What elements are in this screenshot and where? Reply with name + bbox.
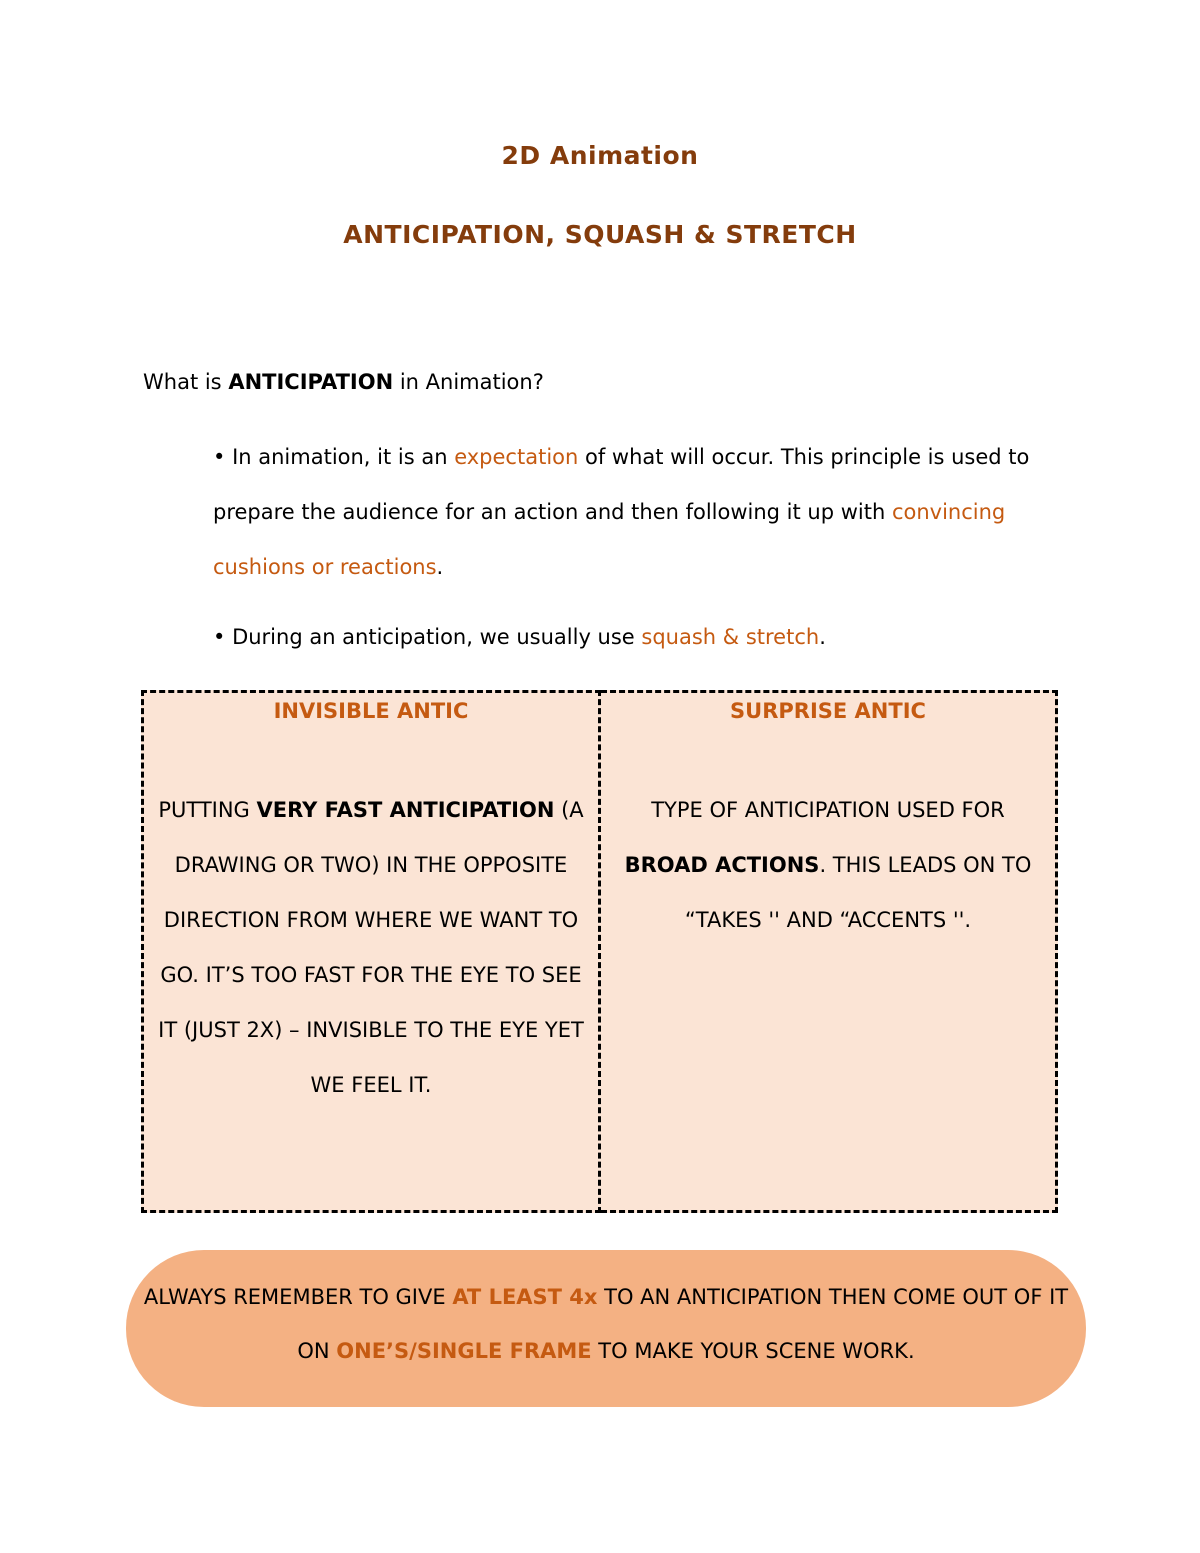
cell-text: . THIS LEADS ON TO “TAKES '' AND “ACCENTS ''. — [684, 853, 1032, 932]
note-text: TO AN ANTICIPATION THEN COME OUT OF IT ON — [297, 1285, 1069, 1363]
cell-text: (A DRAWING OR TWO) IN THE OPPOSITE DIRECTION FROM WHERE WE WANT TO GO. IT’S TOO FAST FOR THE EYE TO SEE IT (JUST 2X) – INVISIBLE TO THE EYE YET WE FEEL IT. — [158, 798, 584, 1097]
bullet-text: During an anticipation, we usually use — [232, 625, 642, 649]
cell-bold-text: BROAD ACTIONS — [624, 853, 820, 877]
highlight-squash-stretch: squash & stretch — [641, 625, 820, 649]
bullet-item — [213, 430, 1053, 595]
question-keyword: ANTICIPATION — [228, 370, 394, 394]
bullet-text: . — [819, 625, 826, 649]
note-text: TO MAKE YOUR SCENE WORK. — [591, 1339, 915, 1363]
document-title: 2D Animation — [501, 141, 699, 170]
table-row — [143, 692, 1057, 1212]
invisible-antic-heading: INVISIBLE ANTIC — [273, 699, 469, 723]
bullet-list — [213, 430, 1053, 680]
note-highlight-single-frame: ONE’S/SINGLE FRAME — [336, 1339, 592, 1363]
reminder-callout — [126, 1250, 1086, 1407]
question-suffix: in Animation? — [393, 370, 544, 394]
document-subtitle: ANTICIPATION, SQUASH & STRETCH — [343, 220, 857, 249]
question-heading — [143, 370, 544, 394]
bullet-text: of what will occur. This principle is used to prepare the audience for an action and then following it up with — [213, 445, 1030, 524]
invisible-antic-cell — [143, 692, 600, 1212]
surprise-antic-heading: SURPRISE ANTIC — [730, 699, 926, 723]
bullet-text: In animation, it is an — [232, 445, 455, 469]
question-prefix: What is — [143, 370, 229, 394]
highlight-expectation: expectation — [454, 445, 579, 469]
cell-bold-text: VERY FAST ANTICIPATION — [256, 798, 555, 822]
highlight-reactions: convincing cushions or reactions — [213, 500, 1006, 579]
surprise-antic-cell — [600, 692, 1057, 1212]
bullet-item — [213, 610, 1053, 665]
antic-types-table — [141, 690, 1058, 1213]
bullet-text: . — [436, 555, 444, 579]
note-highlight-at-least: AT LEAST 4x — [452, 1285, 598, 1309]
bullet-dot: • — [213, 625, 233, 649]
cell-text: TYPE OF ANTICIPATION USED FOR — [651, 798, 1005, 822]
bullet-dot: • — [213, 445, 233, 469]
cell-text: PUTTING — [158, 798, 257, 822]
note-text: ALWAYS REMEMBER TO GIVE — [143, 1285, 453, 1309]
